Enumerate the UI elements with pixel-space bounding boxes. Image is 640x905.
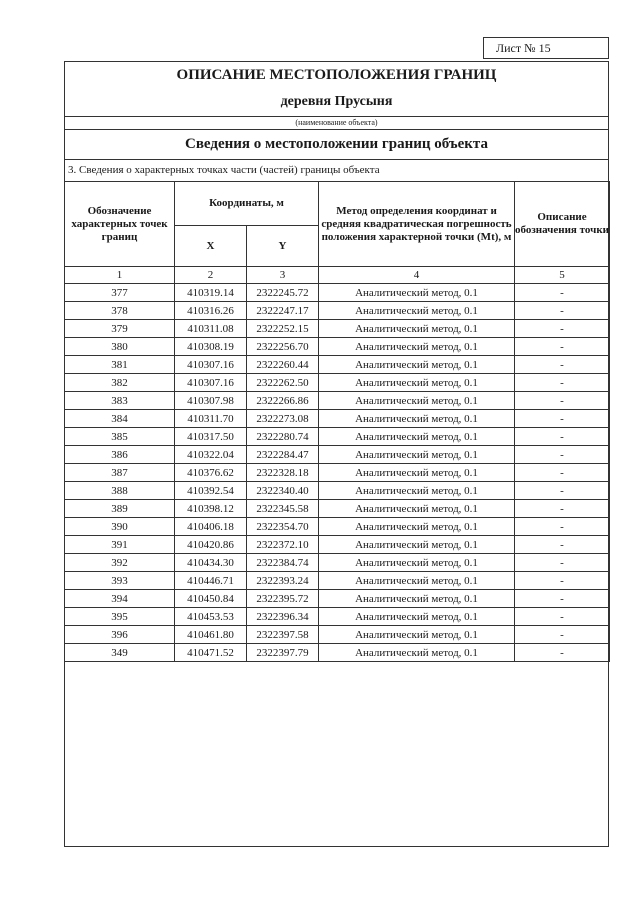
object-name: деревня Прусыня	[280, 94, 393, 109]
point-description: -	[515, 428, 610, 446]
method: Аналитический метод, 0.1	[319, 446, 515, 464]
point-id: 390	[65, 518, 175, 536]
col-index: 4	[319, 267, 515, 284]
method: Аналитический метод, 0.1	[319, 536, 515, 554]
table-row	[65, 374, 610, 392]
point-id: 391	[65, 536, 175, 554]
point-id: 384	[65, 410, 175, 428]
coord-y: 2322256.70	[247, 338, 319, 356]
coord-y: 2322280.74	[247, 428, 319, 446]
table-row	[65, 482, 610, 500]
coord-x: 410420.86	[175, 536, 247, 554]
table-row	[65, 626, 610, 644]
method: Аналитический метод, 0.1	[319, 428, 515, 446]
coord-x: 410446.71	[175, 572, 247, 590]
method: Аналитический метод, 0.1	[319, 392, 515, 410]
coord-y: 2322340.40	[247, 482, 319, 500]
col-index: 2	[175, 267, 247, 284]
coord-x: 410307.16	[175, 374, 247, 392]
coord-y: 2322384.74	[247, 554, 319, 572]
coord-y: 2322372.10	[247, 536, 319, 554]
point-id: 388	[65, 482, 175, 500]
point-description: -	[515, 410, 610, 428]
points-table	[64, 181, 610, 662]
table-row	[65, 572, 610, 590]
point-description: -	[515, 374, 610, 392]
method: Аналитический метод, 0.1	[319, 410, 515, 428]
coord-x: 410398.12	[175, 500, 247, 518]
point-id: 383	[65, 392, 175, 410]
method: Аналитический метод, 0.1	[319, 626, 515, 644]
coord-y: 2322393.24	[247, 572, 319, 590]
point-description: -	[515, 626, 610, 644]
table-row	[65, 284, 610, 302]
coord-x: 410307.16	[175, 356, 247, 374]
table-row	[65, 608, 610, 626]
coord-x: 410319.14	[175, 284, 247, 302]
coord-y: 2322328.18	[247, 464, 319, 482]
method: Аналитический метод, 0.1	[319, 374, 515, 392]
table-row	[65, 464, 610, 482]
table-row	[65, 500, 610, 518]
method: Аналитический метод, 0.1	[319, 284, 515, 302]
col-header-method: Метод определения координат и средняя квадратическая погрешность положения характерной точки (Mt), м	[319, 182, 515, 267]
point-description: -	[515, 464, 610, 482]
coord-y: 2322260.44	[247, 356, 319, 374]
point-id: 379	[65, 320, 175, 338]
table-row	[65, 446, 610, 464]
col-index: 3	[247, 267, 319, 284]
coord-x: 410316.26	[175, 302, 247, 320]
coord-y: 2322395.72	[247, 590, 319, 608]
point-description: -	[515, 644, 610, 662]
coord-x: 410461.80	[175, 626, 247, 644]
table-row	[65, 590, 610, 608]
point-id: 349	[65, 644, 175, 662]
point-description: -	[515, 320, 610, 338]
coord-x: 410311.08	[175, 320, 247, 338]
point-description: -	[515, 446, 610, 464]
table-row	[65, 356, 610, 374]
col-header-x: X	[175, 226, 247, 267]
col-index: 1	[65, 267, 175, 284]
table-row	[65, 302, 610, 320]
point-id: 385	[65, 428, 175, 446]
point-id: 377	[65, 284, 175, 302]
coord-x: 410307.98	[175, 392, 247, 410]
coord-x: 410450.84	[175, 590, 247, 608]
coord-y: 2322252.15	[247, 320, 319, 338]
point-description: -	[515, 392, 610, 410]
coord-x: 410317.50	[175, 428, 247, 446]
table-row	[65, 536, 610, 554]
point-description: -	[515, 572, 610, 590]
table-row	[65, 554, 610, 572]
coord-x: 410308.19	[175, 338, 247, 356]
method: Аналитический метод, 0.1	[319, 320, 515, 338]
table-row	[65, 428, 610, 446]
table-row	[65, 410, 610, 428]
point-description: -	[515, 284, 610, 302]
method: Аналитический метод, 0.1	[319, 356, 515, 374]
document-title: ОПИСАНИЕ МЕСТОПОЛОЖЕНИЯ ГРАНИЦ	[176, 67, 497, 83]
coord-x: 410376.62	[175, 464, 247, 482]
coord-y: 2322396.34	[247, 608, 319, 626]
coord-y: 2322397.79	[247, 644, 319, 662]
col-header-y: Y	[247, 226, 319, 267]
point-id: 387	[65, 464, 175, 482]
point-description: -	[515, 590, 610, 608]
point-description: -	[515, 518, 610, 536]
point-id: 392	[65, 554, 175, 572]
subsection-title: 3. Сведения о характерных точках части (частей) границы объекта	[68, 164, 380, 176]
coord-y: 2322284.47	[247, 446, 319, 464]
method: Аналитический метод, 0.1	[319, 518, 515, 536]
point-description: -	[515, 356, 610, 374]
section-title: Сведения о местоположении границ объекта	[185, 136, 488, 152]
object-name-caption: (наименование объекта)	[295, 118, 378, 127]
col-header-coords: Координаты, м	[175, 182, 319, 226]
table-row	[65, 644, 610, 662]
coord-y: 2322247.17	[247, 302, 319, 320]
coord-y: 2322397.58	[247, 626, 319, 644]
coord-x: 410453.53	[175, 608, 247, 626]
point-id: 381	[65, 356, 175, 374]
method: Аналитический метод, 0.1	[319, 608, 515, 626]
point-id: 396	[65, 626, 175, 644]
coord-y: 2322262.50	[247, 374, 319, 392]
coord-x: 410406.18	[175, 518, 247, 536]
point-id: 393	[65, 572, 175, 590]
method: Аналитический метод, 0.1	[319, 644, 515, 662]
method: Аналитический метод, 0.1	[319, 482, 515, 500]
method: Аналитический метод, 0.1	[319, 554, 515, 572]
point-description: -	[515, 482, 610, 500]
coord-y: 2322345.58	[247, 500, 319, 518]
point-id: 378	[65, 302, 175, 320]
point-description: -	[515, 608, 610, 626]
point-description: -	[515, 554, 610, 572]
method: Аналитический метод, 0.1	[319, 338, 515, 356]
col-header-description: Описание обозначения точки	[515, 182, 610, 267]
point-description: -	[515, 302, 610, 320]
coord-x: 410322.04	[175, 446, 247, 464]
point-description: -	[515, 536, 610, 554]
coord-y: 2322245.72	[247, 284, 319, 302]
coord-y: 2322354.70	[247, 518, 319, 536]
method: Аналитический метод, 0.1	[319, 590, 515, 608]
col-index: 5	[515, 267, 610, 284]
sheet-number: Лист № 15	[483, 37, 609, 59]
method: Аналитический метод, 0.1	[319, 302, 515, 320]
point-id: 386	[65, 446, 175, 464]
method: Аналитический метод, 0.1	[319, 464, 515, 482]
col-header-point: Обозначение характерных точек границ	[65, 182, 175, 267]
point-id: 380	[65, 338, 175, 356]
coord-x: 410392.54	[175, 482, 247, 500]
coord-y: 2322266.86	[247, 392, 319, 410]
coord-y: 2322273.08	[247, 410, 319, 428]
point-id: 395	[65, 608, 175, 626]
point-id: 382	[65, 374, 175, 392]
method: Аналитический метод, 0.1	[319, 572, 515, 590]
table-row	[65, 338, 610, 356]
method: Аналитический метод, 0.1	[319, 500, 515, 518]
coord-x: 410434.30	[175, 554, 247, 572]
table-row	[65, 320, 610, 338]
point-description: -	[515, 500, 610, 518]
coord-x: 410311.70	[175, 410, 247, 428]
coord-x: 410471.52	[175, 644, 247, 662]
table-row	[65, 518, 610, 536]
point-id: 394	[65, 590, 175, 608]
point-id: 389	[65, 500, 175, 518]
table-row	[65, 392, 610, 410]
point-description: -	[515, 338, 610, 356]
